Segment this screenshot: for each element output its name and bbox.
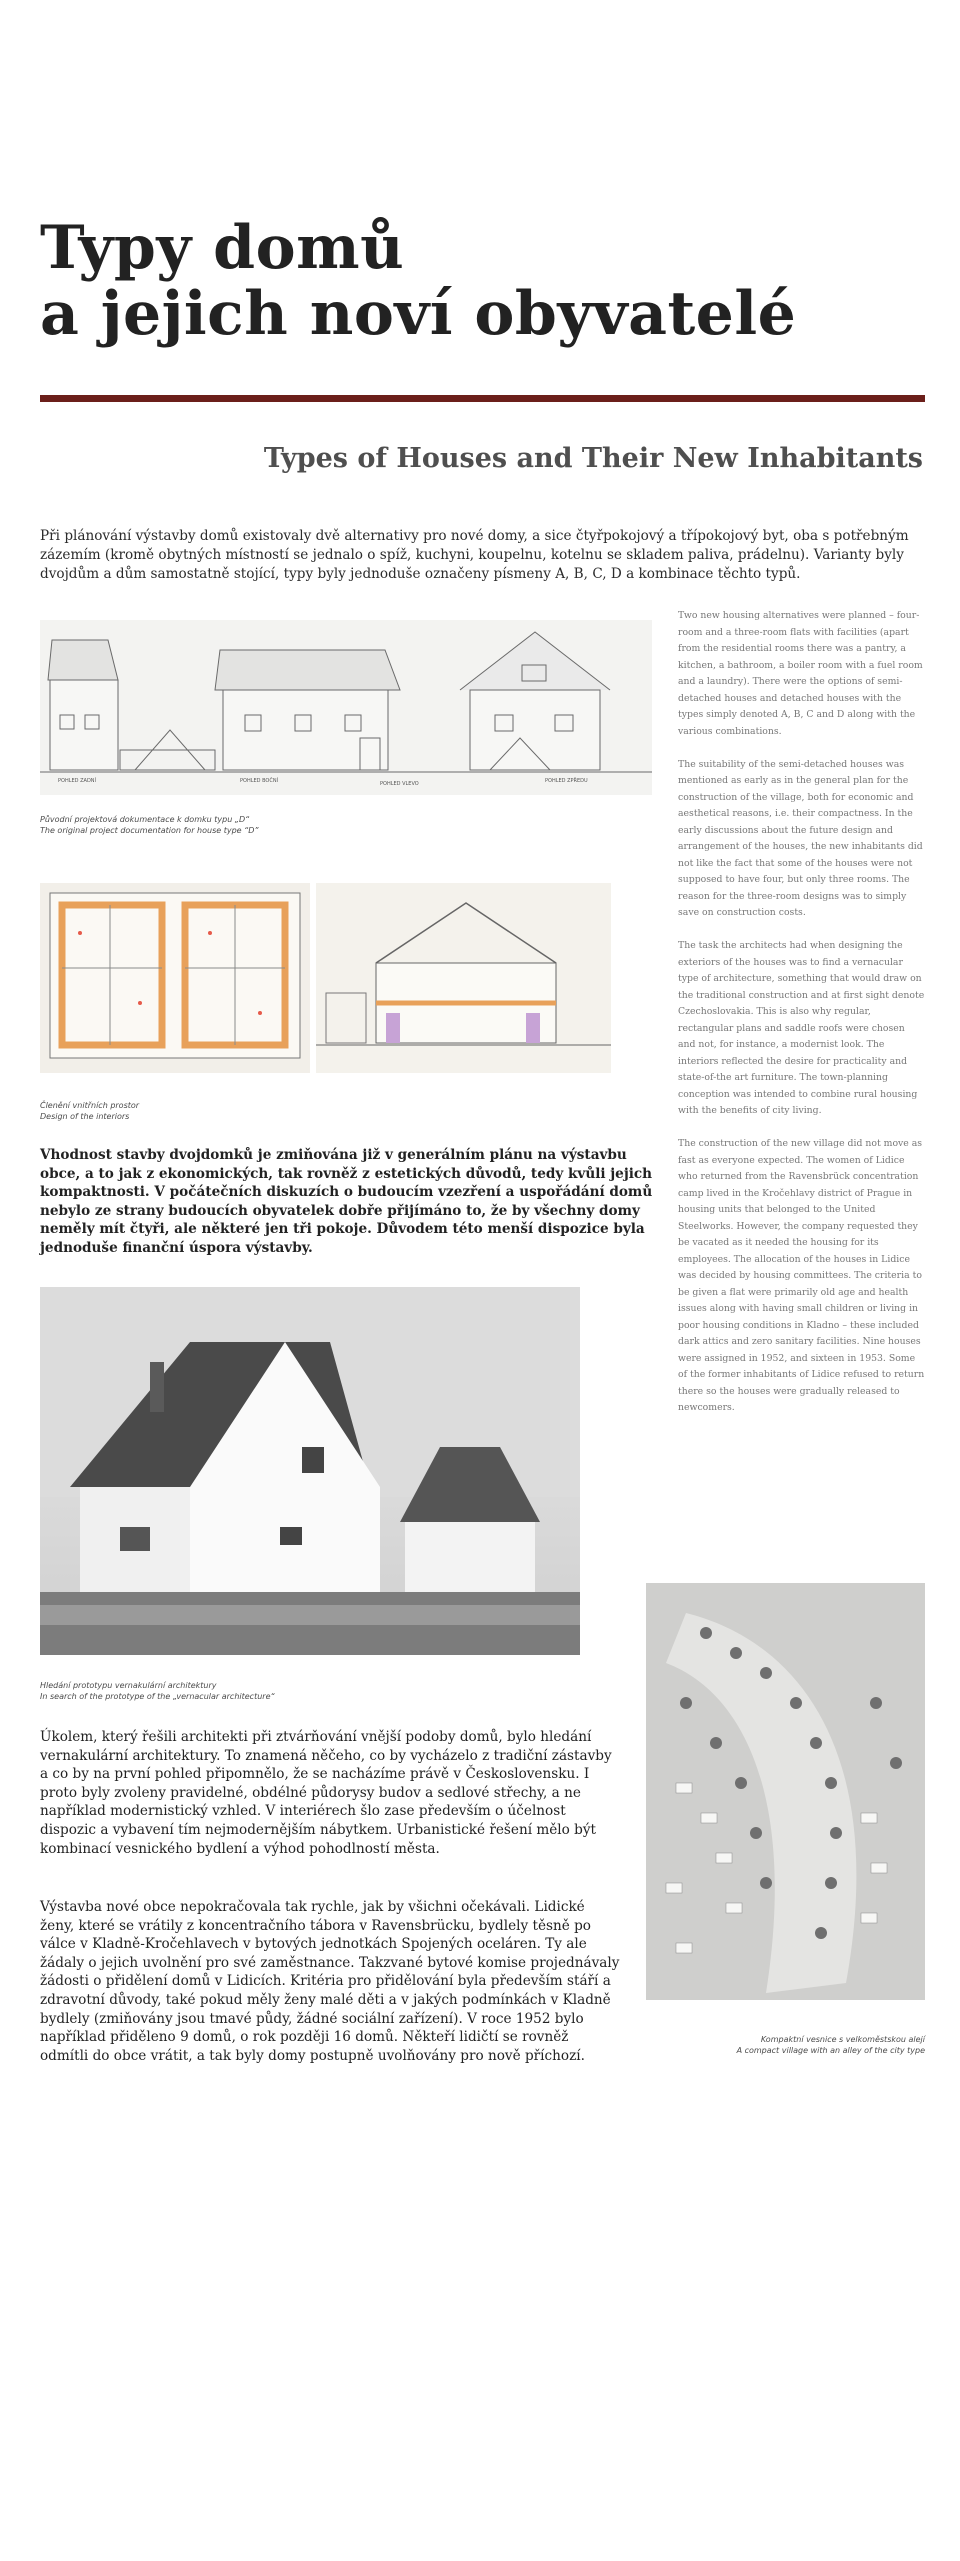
figure-caption <box>40 1680 440 1702</box>
english-paragraph: The task the architects had when designing the exteriors of the houses was to find a vernacular type of architecture, something that would draw on the traditional construction and at first sight denote Czechoslovakia. This is also why regular, rectangular plans and saddle roofs were chosen and not, for instance, a modernist look. The interiors reflected the desire for practicality and state-of-the art furniture. The town-planning conception was intended to combine rural housing with the benefits of city living. <box>678 940 925 1116</box>
caption-en: Design of the interiors <box>40 1112 130 1121</box>
drawing-label: POHLED ZPŘEDU <box>545 778 588 784</box>
english-column <box>678 608 925 1433</box>
village-model-photo <box>646 1583 925 2000</box>
figure-caption <box>40 1100 340 1122</box>
caption-en: The original project documentation for house type “D” <box>40 826 259 835</box>
architects-paragraph: Úkolem, který řešili architekti při ztvárňování vnější podoby domů, bylo hledání vernakulární architektury. To znamená něčeho, co by vycházelo z tradiční zástavby a co by na první pohled připomnělo, že se nacházíme právě v Československu. I proto byly zvoleny pravidelné, obdélné půdorysy budov a sedlové střechy, a ne například modernistický vzhled. V interiérech šlo zase především o účelnost dispozic a vybavení tím nejmodernějším nábytkem. Urbanistické řešení mělo být kombinací vesnického bydlení a výhod pohodlností města. <box>40 1729 612 1857</box>
english-paragraph: The suitability of the semi-detached houses was mentioned as early as in the general plan for the construction of the village, both for economic and aesthetical reasons, i.e. their compactness. In the early discussions about the future design and arrangement of the houses, the new inhabitants did not like the fact that some of the houses were not supposed to have four, but only three rooms. The reason for the three-room designs was to simply save on construction costs. <box>678 758 923 918</box>
page-subtitle: Types of Houses and Their New Inhabitants <box>263 443 923 474</box>
caption-en: In search of the prototype of the „vernacular architecture“ <box>40 1692 275 1701</box>
page-title <box>40 215 920 347</box>
section-drawing <box>316 883 611 1073</box>
section-svg <box>316 883 611 1073</box>
figure-caption <box>646 2034 925 2056</box>
floor-plan-drawing <box>40 883 310 1073</box>
construction-paragraph: Výstavba nové obce nepokračovala tak rychle, jak by všichni očekávali. Lidické ženy, které se vrátily z koncentračního tábora v Ravensbrücku, bydlely těsně po válce v Kladně-Kročehlavech v bytových jednotkách Spojených oceláren. Ty ale žádaly o jejich uvolnění pro své zaměstnance. Takzvané bytové komise projednávaly žádosti o přidělení domů v Lidicích. Kritéria pro přidělování byla především stáří a zdravotní důvody, také pokud měly ženy malé děti a v jakých podmínkách v Kladně bydlely (zmiňovány jsou tmavé půdy, žádné sociální zařízení). V roce 1952 bylo například přiděleno 9 domů, o rok později 16 domů. Někteří lidičtí se rovněž odmítli do obce vrátit, a tak byly domy postupně uvolňovány pro nově příchozí. <box>40 1899 620 2064</box>
caption-cz: Původní projektová dokumentace k domku typu „D“ <box>40 815 250 824</box>
intro-paragraph: Při plánování výstavby domů existovaly dvě alternativy pro nové domy, a sice čtyřpokojový a třípokojový byt, oba s potřebným zázemím (kromě obytných místností se jednalo o spíž, kuchyni, koupelnu, kotelnu se skladem paliva, prádelnu). Varianty byly dvojdům a dům samostatně stojící, typy byly jednoduše označeny písmeny A, B, C, D a kombinace těchto typů. <box>40 528 909 582</box>
drawing-label: POHLED VLEVO <box>380 781 419 787</box>
semidetached-paragraph: Vhodnost stavby dvojdomků je zmiňována již v generálním plánu na výstavbu obce, a to jak z ekonomických, tak rovněž z estetických důvodů, tedy kvůli jejich kompaktnosti. V počátečních diskuzích o budoucím vzezření a uspořádání domů nebylo ze strany budoucích obyvatelek dobře přijímáno to, že by všechny domy neměly mít čtyři, ale některé jen tři pokoje. Důvodem této menší dispozice byla jednoduše finanční úspora výstavby. <box>40 1147 653 1256</box>
drawing-label: POHLED BOČNÍ <box>240 778 279 784</box>
caption-cz: Členění vnitřních prostor <box>40 1101 140 1110</box>
elevation-drawing-svg <box>40 620 652 795</box>
title-divider <box>40 395 925 402</box>
english-paragraph: Two new housing alternatives were planned – four-room and a three-room flats with facilities (apart from the residential rooms there was a pantry, a kitchen, a bathroom, a boiler room with a fuel room and a laundry). There were the options of semi-detached houses and detached houses with the types simply denoted A, B, C and D along with the various combinations. <box>678 610 923 737</box>
house-photo <box>40 1287 580 1655</box>
title-line-1: Typy domů <box>40 213 405 283</box>
drawing-label: POHLED ZADNÍ <box>58 778 97 784</box>
house-photo-svg <box>40 1287 580 1655</box>
title-line-2: a jejich noví obyvatelé <box>40 279 797 349</box>
caption-cz: Hledání prototypu vernakulární architektury <box>40 1681 217 1690</box>
elevation-drawing <box>40 620 652 795</box>
village-model-svg <box>646 1583 925 2000</box>
caption-cz: Kompaktní vesnice s velkoměstskou alejí <box>760 2035 925 2044</box>
caption-en: A compact village with an alley of the city type <box>736 2046 925 2055</box>
floor-plan-svg <box>40 883 310 1073</box>
english-paragraph: The construction of the new village did not move as fast as everyone expected. The women of Lidice who returned from the Ravensbrück concentration camp lived in the Kročehlavy district of Prague in housing units that belonged to the United Steelworks. However, the company requested they be vacated as it needed the housing for its employees. The allocation of the houses in Lidice was decided by housing committees. The criteria to be given a flat were primarily old age and health issues along with having small children or living in poor housing conditions in Kladno – these included dark attics and zero sanitary facilities. Nine houses were assigned in 1952, and sixteen in 1953. Some of the former inhabitants of Lidice refused to return there so the houses were gradually released to newcomers. <box>678 1138 925 1413</box>
figure-caption <box>40 814 440 836</box>
